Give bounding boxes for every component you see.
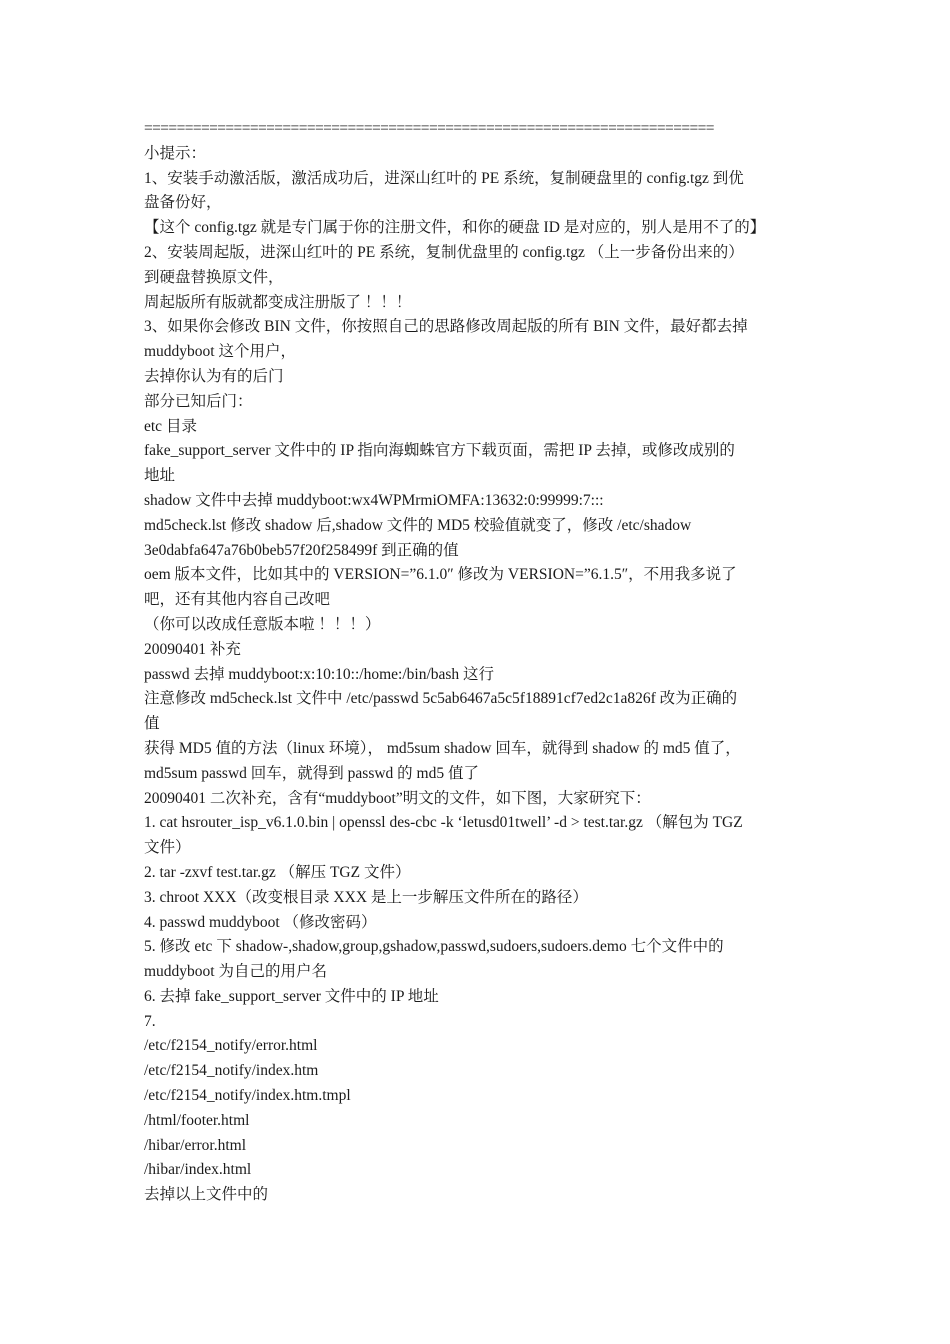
text-line: etc 目录 bbox=[144, 417, 197, 435]
text-line: 【这个 config.tgz 就是专门属于你的注册文件，和你的硬盘 ID 是对应的，别人是用不了的】 bbox=[144, 219, 766, 237]
text-line: shadow 文件中去掉 muddyboot:wx4WPMrmiOMFA:13632:0:99999:7::: bbox=[144, 491, 604, 509]
text-line: 2、安装周起版，进深山红叶的 PE 系统，复制优盘里的 config.tgz （上一步备份出来的） bbox=[144, 243, 744, 261]
text-line: 5. 修改 etc 下 shadow-,shadow,group,gshadow,passwd,sudoers,sudoers.demo 七个文件中的 bbox=[144, 938, 724, 956]
text-line: 1. cat hsrouter_isp_v6.1.0.bin | openssl des-cbc -k ‘letusd01twell’ -d > test.tar.gz （解包为 TGZ bbox=[144, 814, 743, 832]
text-line: 3. chroot XXX（改变根目录 XXX 是上一步解压文件所在的路径） bbox=[144, 888, 588, 906]
text-line: 1、安装手动激活版，激活成功后，进深山红叶的 PE 系统，复制硬盘里的 config.tgz 到优 bbox=[144, 169, 744, 187]
text-line: 4. passwd muddyboot （修改密码） bbox=[144, 913, 377, 931]
text-line: 3e0dabfa647a76b0beb57f20f258499f 到正确的值 bbox=[144, 541, 459, 559]
text-line: 去掉以上文件中的 bbox=[144, 1186, 269, 1204]
text-line: muddyboot 为自己的用户名 bbox=[144, 963, 327, 981]
text-line: 3、如果你会修改 BIN 文件，你按照自己的思路修改周起版的所有 BIN 文件，最好都去掉 bbox=[144, 318, 748, 336]
text-line: 地址 bbox=[144, 467, 176, 485]
file-path-line: /hibar/index.html bbox=[144, 1161, 252, 1179]
file-path-line: /html/footer.html bbox=[144, 1111, 250, 1129]
text-line: md5check.lst 修改 shadow 后,shadow 文件的 MD5 校验值就变了，修改 /etc/shadow bbox=[144, 516, 692, 534]
text-line: （你可以改成任意版本啦 ！！！） bbox=[144, 615, 381, 633]
tips-heading: 小提示： bbox=[144, 144, 207, 162]
file-path-line: /etc/f2154_notify/index.htm bbox=[144, 1062, 319, 1080]
text-line: fake_support_server 文件中的 IP 指向海蜘蛛官方下载页面，需把 IP 去掉，或修改成别的 bbox=[144, 442, 735, 460]
text-line: 值 bbox=[144, 715, 160, 733]
text-line: 7. bbox=[144, 1012, 156, 1030]
document-body bbox=[144, 117, 808, 1208]
text-line: oem 版本文件，比如其中的 VERSION=”6.1.0″ 修改为 VERSION=”6.1.5″，不用我多说了 bbox=[144, 566, 737, 584]
text-line: 文件） bbox=[144, 839, 191, 857]
text-line: 到硬盘替换原文件， bbox=[144, 268, 284, 286]
file-path-line: /hibar/error.html bbox=[144, 1136, 247, 1154]
text-line: muddyboot 这个用户， bbox=[144, 343, 296, 361]
file-path-line: /etc/f2154_notify/index.htm.tmpl bbox=[144, 1087, 351, 1105]
text-line: 注意修改 md5check.lst 文件中 /etc/passwd 5c5ab6467a5c5f18891cf7ed2c1a826f 改为正确的 bbox=[144, 690, 738, 708]
text-line: 获得 MD5 值的方法（linux 环境）， md5sum shadow 回车，就得到 shadow 的 md5 值了， bbox=[144, 739, 741, 757]
text-line: 部分已知后门： bbox=[144, 392, 253, 410]
text-line: 去掉你认为有的后门 bbox=[144, 367, 284, 385]
text-line: 吧，还有其他内容自己改吧 bbox=[144, 591, 331, 609]
separator-line: ====================================================================== bbox=[144, 120, 714, 137]
text-line: 周起版所有版就都变成注册版了 ！！！ bbox=[144, 293, 412, 311]
text-line: passwd 去掉 muddyboot:x:10:10::/home:/bin/bash 这行 bbox=[144, 665, 495, 683]
file-path-line: /etc/f2154_notify/error.html bbox=[144, 1037, 318, 1055]
text-line: 20090401 二次补充，含有“muddyboot”明文的文件，如下图，大家研究下： bbox=[144, 789, 651, 807]
text-line: 6. 去掉 fake_support_server 文件中的 IP 地址 bbox=[144, 987, 439, 1005]
text-line: md5sum passwd 回车，就得到 passwd 的 md5 值了 bbox=[144, 764, 479, 782]
text-line: 2. tar -zxvf test.tar.gz （解压 TGZ 文件） bbox=[144, 863, 411, 881]
text-line: 20090401 补充 bbox=[144, 640, 241, 658]
text-line: 盘备份好， bbox=[144, 194, 222, 212]
